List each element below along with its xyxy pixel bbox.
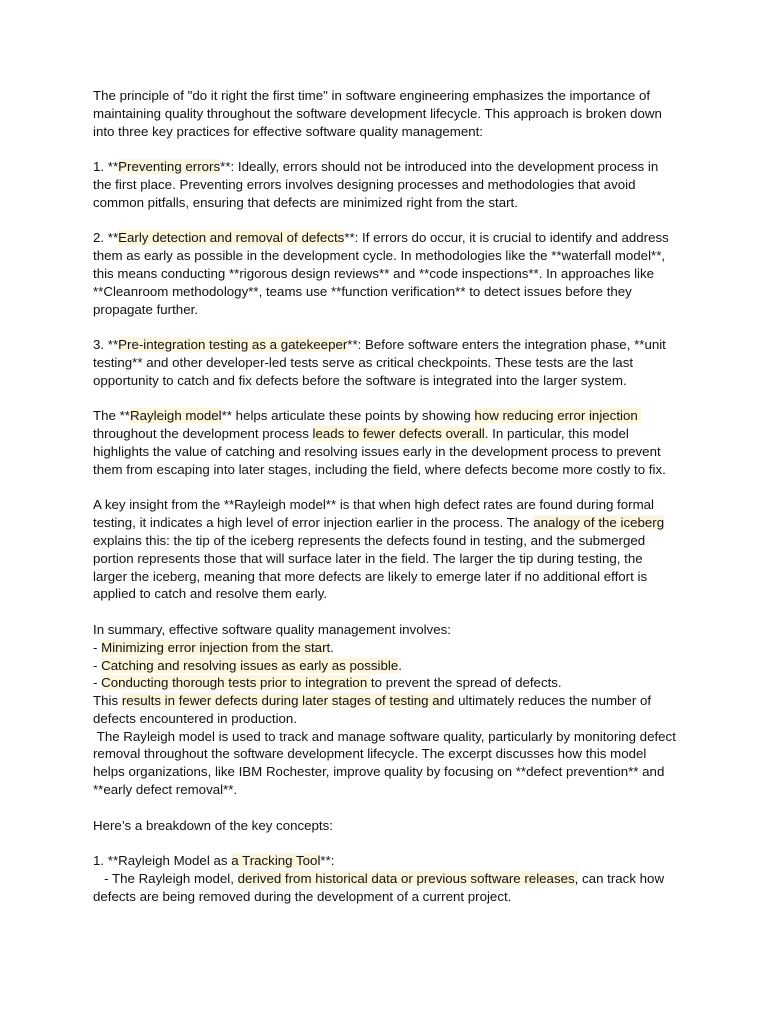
paragraph-text: The **	[93, 408, 130, 424]
highlighted-text: Catching and resolving issues as early as possible	[101, 657, 399, 673]
highlighted-text: how reducing error injection	[474, 408, 642, 424]
paragraph-text: A key insight from the **Rayleigh model** is that when high defect rates are found during formal testing, it indicates a high level of error injection earlier in the process. The	[93, 497, 658, 531]
document-paragraph	[93, 229, 678, 318]
paragraph-text: The principle of "do it right the first time" in software engineering emphasizes the importance of maintaining quality throughout the software development lifecycle. This approach is broken down into three key practices for effective software quality management:	[93, 88, 666, 139]
document-paragraph	[93, 336, 678, 389]
highlighted-text: leads to fewer defects overall	[312, 426, 485, 442]
highlighted-text: results in fewer defects during later stages of testing an	[121, 693, 448, 709]
paragraph-text: **: Ideally, errors should not be introduced into the development process in the first place. Preventing errors involves designing processes and methodologies that avoid common pitfalls, ensuring that defects are minimized right from the start.	[93, 159, 662, 210]
highlighted-text: Minimizing error injection from the star	[101, 639, 327, 655]
paragraph-text: 3. **	[93, 337, 119, 353]
highlighted-text: Rayleigh model	[129, 408, 222, 424]
highlighted-text: Conducting thorough tests prior to integration	[101, 675, 371, 691]
paragraph-text: 1. **Rayleigh Model as	[93, 853, 232, 869]
paragraph-text: **: - The Rayleigh model,	[104, 853, 335, 887]
document-paragraph	[93, 407, 678, 478]
document-paragraph	[93, 817, 678, 835]
highlighted-text: Preventing errors	[118, 159, 221, 175]
paragraph-text: t. -	[93, 639, 334, 673]
paragraph-text: can track how defects are being removed during the development of a current project.	[93, 871, 668, 904]
paragraph-text: **: Before software enters the integration phase, **unit testing** and other developer-led tests serve as critical checkpoints. These tests are the last opportunity to catch and fix defects before the software is integrated into the larger system.	[93, 337, 670, 388]
paragraph-text: 2. **	[93, 230, 119, 246]
paragraph-text: 1. **	[93, 159, 119, 175]
paragraph-text: The Rayleigh model is used to track and manage software quality, particularly by monitoring defect removal throughout the software development lifecycle. The excerpt discusses how this model helps organizations, like IBM Rochester, improve quality by focusing on **defect prevention** and **early defect removal**.	[93, 728, 680, 798]
document-paragraph	[93, 496, 678, 603]
highlighted-text: derived from historical data or previous software releases,	[237, 871, 579, 887]
highlighted-text: Early detection and removal of defects	[118, 230, 345, 246]
paragraph-text: . -	[93, 657, 402, 691]
paragraph-text: . In particular, this model highlights the value of catching and resolving issues early in the development process to prevent them from escaping into later stages, including the field, where defects become more costly to fix.	[93, 426, 666, 477]
paragraph-text: In summary, effective software quality management involves: -	[93, 621, 451, 655]
highlighted-text: Pre-integration testing as a gatekeeper	[118, 337, 348, 353]
document-paragraph	[93, 158, 678, 211]
paragraph-text: explains this: the tip of the iceberg represents the defects found in testing, and the submerged portion represents those that will surface later in the field. The larger the tip during testing, the larger the iceberg, meaning that more defects are likely to emerge later if no additional effort is applied to catch and resolve them early.	[93, 515, 668, 602]
paragraph-text: ** helps articulate these points by showing	[221, 408, 475, 424]
highlighted-text: a Tracking Tool	[231, 853, 321, 869]
document-paragraph	[93, 728, 678, 799]
document-paragraph	[93, 87, 678, 140]
paragraph-text: **: If errors do occur, it is crucial to identify and address them as early as possible in the development cycle. In methodologies like the **waterfall model**, this means conducting **rigorous design reviews** and **code inspections**. In approaches like **Cleanroom methodology**, teams use **function verification** to detect issues before they propagate further.	[93, 230, 673, 317]
paragraph-text: Here’s a breakdown of the key concepts:	[93, 817, 333, 833]
paragraph-text: to prevent the spread of defects. This	[93, 675, 562, 709]
document-paragraph	[93, 621, 678, 728]
document-paragraph	[93, 852, 678, 905]
highlighted-text: analogy of the iceberg	[533, 515, 665, 531]
paragraph-text: d ultimately reduces the number of defects encountered in production.	[93, 693, 655, 726]
paragraph-text: throughout the development process	[93, 426, 313, 442]
